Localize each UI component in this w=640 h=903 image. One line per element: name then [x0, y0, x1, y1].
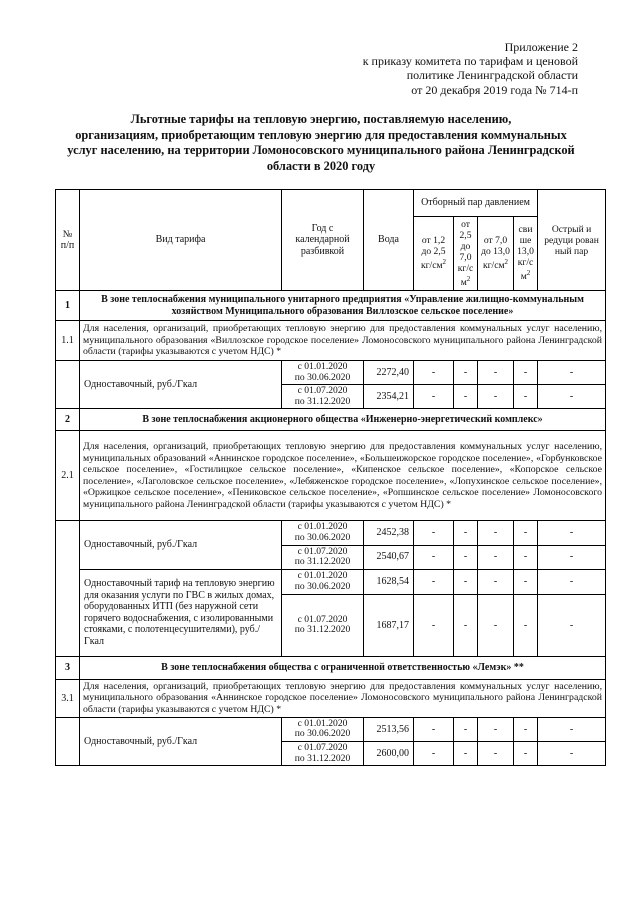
title-line: Льготные тарифы на тепловую энергию, поставляемую населению, — [130, 112, 512, 126]
table-row — [56, 361, 606, 385]
appendix-header — [363, 40, 578, 97]
dash-cell: - — [514, 361, 538, 385]
period-cell — [282, 717, 364, 741]
period-to: по 31.12.2020 — [294, 395, 351, 407]
header-steam: Отборный пар давлением — [414, 190, 538, 217]
dash-cell: - — [454, 569, 478, 594]
dash-cell: - — [514, 545, 538, 569]
subsection-number: 3.1 — [56, 679, 80, 717]
period-to: по 30.06.2020 — [294, 580, 351, 592]
dash-cell: - — [514, 594, 538, 656]
dash-cell: - — [538, 521, 606, 545]
period-cell — [282, 741, 364, 765]
water-value: 2354,21 — [364, 385, 414, 409]
dash-cell: - — [514, 741, 538, 765]
period-to: по 31.12.2020 — [294, 624, 351, 636]
period-to: по 30.06.2020 — [294, 728, 351, 740]
water-value: 2272,40 — [364, 361, 414, 385]
dash-cell: - — [414, 545, 454, 569]
subsection-description: Для населения, организаций, приобретающих тепловую энергию для предоставления коммунальных услуг населению, муниципального образования «Виллозское городское поселение» Ломоносовского муниципального района Ленинградской области (тарифы указываются с учетом НДС) * — [80, 321, 606, 361]
table-row — [56, 521, 606, 545]
section-number: 1 — [56, 291, 80, 321]
header-pressure-4 — [514, 217, 538, 291]
subsection-number: 2.1 — [56, 431, 80, 521]
appendix-line: Приложение 2 — [504, 40, 578, 54]
period-from: с 01.07.2020 — [297, 385, 348, 397]
table-row — [56, 569, 606, 594]
dash-cell: - — [478, 569, 514, 594]
dash-cell: - — [478, 717, 514, 741]
subsection-description: Для населения, организаций, приобретающих тепловую энергию для предоставления коммунальных услуг населению, муниципального образования «Аннинское городское поселение» Ломоносовского муниципального района Ленинградской области (тарифы указываются с учетом НДС) * — [80, 679, 606, 717]
period-from: с 01.01.2020 — [297, 521, 348, 533]
dash-cell: - — [538, 717, 606, 741]
period-cell — [282, 545, 364, 569]
header-pressure-1 — [414, 217, 454, 291]
dash-cell: - — [478, 741, 514, 765]
water-value: 1628,54 — [364, 569, 414, 594]
document-title — [40, 112, 602, 174]
superscript: 2 — [526, 269, 531, 278]
tariff-label: Одноставочный, руб./Гкал — [80, 521, 282, 569]
appendix-line: к приказу комитета по тарифам и ценовой — [362, 54, 578, 69]
dash-cell: - — [538, 385, 606, 409]
water-value: 2540,67 — [364, 545, 414, 569]
period-to: по 30.06.2020 — [294, 371, 351, 383]
header-tariff-type: Вид тарифа — [80, 190, 282, 291]
dash-cell: - — [478, 385, 514, 409]
tariff-table — [55, 189, 606, 766]
dash-cell: - — [414, 385, 454, 409]
period-to: по 31.12.2020 — [294, 752, 351, 764]
dash-cell: - — [478, 521, 514, 545]
period-cell — [282, 361, 364, 385]
water-value: 2452,38 — [364, 521, 414, 545]
header-pressure-label: от 1,2 до 2,5 кг/см — [420, 235, 446, 272]
table-row — [56, 717, 606, 741]
period-from: с 01.01.2020 — [297, 717, 348, 729]
header-sharp-steam: Острый и редуци рован ный пар — [538, 190, 606, 291]
period-cell — [282, 385, 364, 409]
dash-cell: - — [538, 569, 606, 594]
title-line: организациям, приобретающим тепловую энергию для предоставления коммунальных — [75, 127, 567, 142]
period-from: с 01.01.2020 — [297, 361, 348, 372]
tariff-label: Одноставочный, руб./Гкал — [80, 717, 282, 765]
tariff-label: Одноставочный тариф на тепловую энергию для оказания услуги по ГВС в жилых домах, оборудованных ИТП (без наружной сети горячего водоснабжения, с изолированными стояками, с полотенцесушителями), руб./Гкал — [80, 569, 282, 656]
tariff-label: Одноставочный, руб./Гкал — [80, 361, 282, 409]
dash-cell: - — [414, 717, 454, 741]
header-pressure-3 — [478, 217, 514, 291]
superscript: 2 — [466, 274, 471, 283]
dash-cell: - — [478, 545, 514, 569]
period-from: с 01.07.2020 — [297, 741, 348, 753]
title-line: области в 2020 году — [266, 158, 376, 173]
dash-cell: - — [514, 385, 538, 409]
dash-cell: - — [538, 545, 606, 569]
dash-cell: - — [414, 741, 454, 765]
period-to: по 31.12.2020 — [294, 556, 351, 568]
dash-cell: - — [514, 569, 538, 594]
header-pressure-2 — [454, 217, 478, 291]
dash-cell: - — [478, 594, 514, 656]
subsection-number: 1.1 — [56, 321, 80, 361]
subsection-description: Для населения, организаций, приобретающих тепловую энергию для предоставления коммунальных услуг населению, муниципальных образований «Аннинское городское поселение», «Большеижорское городское поселение», «Горбунковское сельское поселение», «Гостилицкое сельское поселение», «Кипенское сельское поселение», «Копорское сельское поселение», «Лаголовское сельское поселение», «Лебяженское городское поселение», «Лопухинское сельское поселение», «Оржицкое сельское поселение», «Пениковское сельское поселение», «Ропшинское сельское поселение» Ломоносовского муниципального района Ленинградской области (тарифы указываются с учетом НДС) * — [80, 431, 606, 521]
section-title: В зоне теплоснабжения общества с ограниченной ответственностью «Лемэк» ** — [80, 656, 606, 679]
dash-cell: - — [414, 569, 454, 594]
title-line: услуг населению, на территории Ломоносовского муниципального района Ленинградской — [67, 143, 575, 158]
header-pressure-label: от 7,0 до 13,0 кг/см — [481, 235, 510, 272]
section-number: 2 — [56, 409, 80, 431]
period-from: с 01.07.2020 — [297, 545, 348, 557]
dash-cell: - — [454, 741, 478, 765]
appendix-line: политике Ленинградской области — [406, 68, 578, 83]
section-title: В зоне теплоснабжения муниципального унитарного предприятия «Управление жилищно-коммунальным хозяйством Муниципального образования Виллозское сельское поселение» — [80, 291, 606, 321]
header-num: № п/п — [56, 190, 80, 291]
section-number: 3 — [56, 656, 80, 679]
period-from: с 01.07.2020 — [297, 613, 348, 625]
dash-cell: - — [478, 361, 514, 385]
dash-cell: - — [454, 717, 478, 741]
superscript: 2 — [504, 258, 509, 267]
section-title: В зоне теплоснабжения акционерного общества «Инженерно-энергетический комплекс» — [80, 409, 606, 431]
water-value: 2600,00 — [364, 741, 414, 765]
dash-cell: - — [538, 361, 606, 385]
period-cell — [282, 594, 364, 656]
header-pressure-label: сви ше 13,0 кг/с м — [517, 224, 534, 283]
dash-cell: - — [454, 521, 478, 545]
dash-cell: - — [454, 545, 478, 569]
dash-cell: - — [454, 361, 478, 385]
dash-cell: - — [414, 361, 454, 385]
water-value: 1687,17 — [364, 594, 414, 656]
dash-cell: - — [454, 385, 478, 409]
dash-cell: - — [414, 594, 454, 656]
water-value: 2513,56 — [364, 717, 414, 741]
superscript: 2 — [442, 258, 447, 267]
header-water: Вода — [364, 190, 414, 291]
header-year: Год с календарной разбивкой — [282, 190, 364, 291]
dash-cell: - — [514, 717, 538, 741]
period-cell — [282, 569, 364, 594]
dash-cell: - — [454, 594, 478, 656]
appendix-line: от 20 декабря 2019 года № 714-п — [411, 82, 578, 97]
dash-cell: - — [538, 594, 606, 656]
period-cell — [282, 521, 364, 545]
header-pressure-label: от 2,5 до 7,0 кг/с м — [457, 218, 474, 289]
dash-cell: - — [538, 741, 606, 765]
period-to: по 30.06.2020 — [294, 531, 351, 543]
dash-cell: - — [414, 521, 454, 545]
period-from: с 01.01.2020 — [297, 570, 348, 582]
dash-cell: - — [514, 521, 538, 545]
